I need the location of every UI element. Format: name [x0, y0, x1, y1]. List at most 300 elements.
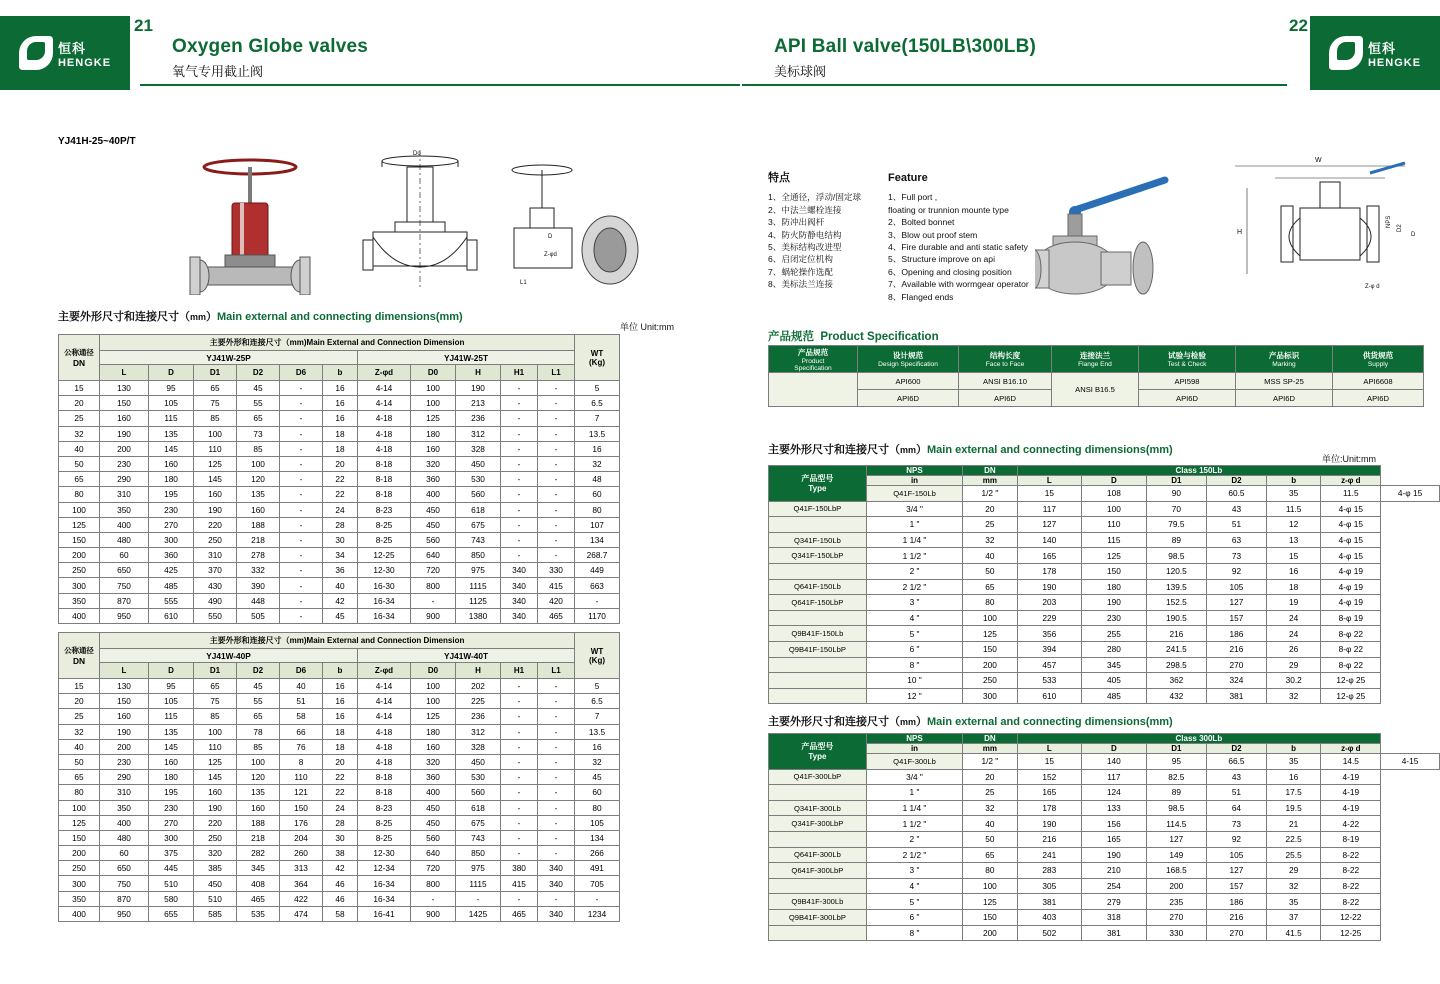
- cell: -: [280, 456, 323, 471]
- table-oxygen-globe-25: [58, 334, 620, 624]
- table-row: [59, 396, 620, 411]
- cell: 3/4 ": [866, 769, 962, 785]
- table-row: [59, 709, 620, 724]
- cell: 350: [59, 593, 100, 608]
- cell: 580: [149, 891, 194, 906]
- cell: 235: [1146, 894, 1206, 910]
- cell: 105: [149, 694, 194, 709]
- cell: 178: [1017, 563, 1082, 579]
- cell-type: Q41F-300Lb: [866, 754, 962, 770]
- cell: 850: [456, 548, 501, 563]
- cell: 200: [59, 846, 100, 861]
- cell: 73: [1207, 816, 1267, 832]
- cell: 298.5: [1146, 657, 1206, 673]
- cell: 6.5: [575, 396, 620, 411]
- globe-valve-section-drawing: [355, 145, 485, 295]
- cell: -: [538, 709, 575, 724]
- cell: 160: [100, 709, 149, 724]
- cell: 85: [237, 441, 280, 456]
- cell: 255: [1082, 626, 1147, 642]
- cell: 36: [323, 563, 358, 578]
- cell: 270: [149, 815, 194, 830]
- cell: 312: [456, 724, 501, 739]
- cell: 55: [237, 396, 280, 411]
- cell-type: Q341F-150LbP: [769, 548, 867, 564]
- features-cn: [768, 172, 873, 291]
- logo-label-cn: 恒科: [1367, 40, 1396, 56]
- table-row: [59, 679, 620, 694]
- cell: 100: [59, 502, 100, 517]
- cell: -: [280, 381, 323, 396]
- col-group-title: 主要外形和连接尺寸（mm)Main External and Connection Dimension: [100, 335, 575, 351]
- svg-text:H: H: [1237, 229, 1243, 236]
- cell: 117: [1017, 501, 1082, 517]
- feature-item-cn: 4、防火防静电结构: [768, 229, 842, 240]
- cell: 90: [1146, 486, 1206, 502]
- cell: 480: [100, 830, 149, 845]
- cell-type: [769, 878, 867, 894]
- cell: 60: [575, 785, 620, 800]
- spec-cell: API6D: [1139, 390, 1236, 407]
- cell: -: [501, 800, 538, 815]
- cell: -: [456, 891, 501, 906]
- cell: 750: [100, 876, 149, 891]
- cell: 4-φ 15: [1321, 501, 1381, 517]
- cell: 22.5: [1266, 831, 1321, 847]
- cell: 300: [149, 532, 194, 547]
- cell: 150: [100, 694, 149, 709]
- cell: 180: [411, 426, 456, 441]
- cell: 720: [411, 563, 456, 578]
- cell: 25: [59, 709, 100, 724]
- col-dn: DN: [963, 466, 1017, 476]
- cell: 21: [1266, 816, 1321, 832]
- cell: 340: [538, 876, 575, 891]
- cell: 300: [59, 578, 100, 593]
- cell: 55: [237, 694, 280, 709]
- cell: 190.5: [1146, 610, 1206, 626]
- cell: 25: [963, 785, 1017, 801]
- cell: 165: [1017, 785, 1082, 801]
- cell: 160: [411, 739, 456, 754]
- cell: -: [538, 472, 575, 487]
- cell: 186: [1207, 626, 1267, 642]
- cell: 550: [194, 608, 237, 623]
- cell: 480: [100, 532, 149, 547]
- col-b: b: [1266, 744, 1321, 754]
- cell: 236: [456, 411, 501, 426]
- cell: 65: [59, 472, 100, 487]
- feature-item-cn: 6、启闭定位机构: [768, 254, 833, 265]
- ball-valve-photo: [1035, 150, 1205, 300]
- cell: 279: [1082, 894, 1147, 910]
- cell: 180: [411, 724, 456, 739]
- cell: -: [538, 487, 575, 502]
- svg-text:NPS: NPS: [1386, 215, 1392, 228]
- cell: 250: [194, 532, 237, 547]
- cell: 150: [1082, 563, 1147, 579]
- cell: 190: [456, 381, 501, 396]
- col-D0: D0: [411, 365, 456, 381]
- col-nps: NPS: [866, 734, 962, 744]
- spec-col-header: 产品标识 Marking: [1236, 346, 1333, 373]
- cell: 340: [501, 578, 538, 593]
- unit-mm: mm: [963, 476, 1017, 486]
- cell: 560: [411, 830, 456, 845]
- cell: -: [538, 532, 575, 547]
- cell: -: [280, 426, 323, 441]
- cell: 125: [1082, 548, 1147, 564]
- col-group-title: 主要外形和连接尺寸（mm)Main External and Connection Dimension: [100, 633, 575, 649]
- subtype-left: YJ41W-40P: [100, 649, 358, 663]
- col-H1: H1: [501, 663, 538, 679]
- cell: 135: [149, 724, 194, 739]
- col-L1: L1: [538, 365, 575, 381]
- cell: 450: [194, 876, 237, 891]
- model-label: YJ41H-25~40P/T: [58, 136, 136, 147]
- cell: 127: [1207, 595, 1267, 611]
- cell: 18: [323, 724, 358, 739]
- cell: 125: [411, 709, 456, 724]
- cell: 100: [59, 800, 100, 815]
- col-z-φ d: z-φ d: [1321, 476, 1381, 486]
- col-class: Class 300Lb: [1017, 734, 1381, 744]
- cell: 65: [194, 381, 237, 396]
- table-row: [59, 426, 620, 441]
- cell: 176: [280, 815, 323, 830]
- cell: 156: [1082, 816, 1147, 832]
- cell: -: [501, 679, 538, 694]
- cell: 15: [1266, 548, 1321, 564]
- table-row: [769, 894, 1440, 910]
- cell: 230: [100, 456, 149, 471]
- cell: 457: [1017, 657, 1082, 673]
- cell: -: [538, 785, 575, 800]
- table-row: [59, 381, 620, 396]
- cell: 200: [100, 441, 149, 456]
- cell: 4-19: [1321, 785, 1381, 801]
- cell: 28: [323, 815, 358, 830]
- cell: 278: [237, 548, 280, 563]
- spec-cell: ANSI B16.10: [959, 373, 1052, 390]
- cell: 100: [963, 878, 1017, 894]
- cell: 4-14: [358, 396, 411, 411]
- cell: 8-22: [1321, 878, 1381, 894]
- table-row: [59, 532, 620, 547]
- svg-text:D2: D2: [1397, 224, 1403, 232]
- cell: 160: [100, 411, 149, 426]
- right-dimension-title-150: 主要外形尺寸和连接尺寸（mm）Main external and connecting dimensions(mm): [768, 444, 1173, 456]
- cell: 510: [194, 891, 237, 906]
- cell: 870: [100, 593, 149, 608]
- cell: 22: [323, 487, 358, 502]
- cell: 4-18: [358, 739, 411, 754]
- spec-cell-flange: ANSI B16.5: [1052, 373, 1139, 407]
- cell: -: [538, 770, 575, 785]
- title-cn-left: 氧气专用截止阀: [172, 64, 264, 79]
- cell: 50: [963, 831, 1017, 847]
- cell: 139.5: [1146, 579, 1206, 595]
- cell: 12-22: [1321, 909, 1381, 925]
- cell: 4-14: [358, 381, 411, 396]
- col-D2: D2: [237, 663, 280, 679]
- cell: 250: [963, 673, 1017, 689]
- spec-cell: API6D: [1333, 390, 1424, 407]
- col-D6: D6: [280, 365, 323, 381]
- cell-type: Q641F-150LbP: [769, 595, 867, 611]
- cell-type: Q341F-300Lb: [769, 800, 867, 816]
- page-number-right: 22: [1289, 16, 1308, 35]
- cell: -: [411, 593, 456, 608]
- cell-type: Q41F-300LbP: [769, 769, 867, 785]
- cell: 160: [194, 785, 237, 800]
- cell: 381: [1207, 688, 1267, 704]
- cell: 318: [1082, 909, 1147, 925]
- table-row: [769, 754, 1440, 770]
- cell-type: [769, 785, 867, 801]
- cell: 190: [194, 502, 237, 517]
- cell: 400: [59, 906, 100, 921]
- cell: 1 ": [866, 785, 962, 801]
- spec-header-row: [769, 346, 1424, 373]
- cell: 225: [456, 694, 501, 709]
- cell: -: [280, 411, 323, 426]
- cell: 20: [963, 501, 1017, 517]
- cell: 98.5: [1146, 800, 1206, 816]
- cell: 360: [411, 770, 456, 785]
- cell: 65: [963, 579, 1017, 595]
- spec-cell: API598: [1139, 373, 1236, 390]
- cell: 204: [280, 830, 323, 845]
- cell: 360: [411, 472, 456, 487]
- table-row: [59, 487, 620, 502]
- cell: 4-18: [358, 411, 411, 426]
- cell: 135: [149, 426, 194, 441]
- left-unit-label: 单位 Unit:mm: [620, 322, 675, 332]
- col-D1: D1: [1146, 744, 1206, 754]
- cell: 26: [1266, 641, 1321, 657]
- cell: 350: [59, 891, 100, 906]
- spec-cell: API6D: [959, 390, 1052, 407]
- cell: 98.5: [1146, 548, 1206, 564]
- cell: 2 ": [866, 563, 962, 579]
- cell: 450: [411, 502, 456, 517]
- cell: -: [280, 487, 323, 502]
- cell: 32: [59, 426, 100, 441]
- cell: 213: [456, 396, 501, 411]
- cell: 12-34: [358, 861, 411, 876]
- col-class: Class 150Lb: [1017, 466, 1381, 476]
- cell: 95: [1146, 754, 1206, 770]
- cell: -: [280, 548, 323, 563]
- unit-in: in: [866, 744, 962, 754]
- cell: 330: [538, 563, 575, 578]
- cell: 16: [575, 441, 620, 456]
- cell: 1115: [456, 876, 501, 891]
- table-row: [59, 517, 620, 532]
- cell-type: [769, 563, 867, 579]
- cell: 18: [323, 426, 358, 441]
- cell: 127: [1207, 863, 1267, 879]
- globe-valve-drawing: [170, 145, 350, 295]
- svg-text:W: W: [1315, 157, 1322, 164]
- cell: 530: [456, 770, 501, 785]
- cell: 850: [456, 846, 501, 861]
- cell: 12-30: [358, 563, 411, 578]
- spec-cell: API6608: [1333, 373, 1424, 390]
- cell: 216: [1146, 626, 1206, 642]
- feature-item-en: 7、Available with wormgear operator: [888, 279, 1029, 290]
- table-row: [769, 548, 1440, 564]
- cell: 125: [963, 626, 1017, 642]
- cell: 250: [59, 563, 100, 578]
- cell: 19: [1266, 595, 1321, 611]
- cell: 100: [411, 381, 456, 396]
- table-row: [769, 769, 1440, 785]
- cell-type: Q641F-300LbP: [769, 863, 867, 879]
- cell: -: [538, 426, 575, 441]
- cell: 200: [963, 657, 1017, 673]
- table-row: [59, 876, 620, 891]
- spec-col-header: 产品规范 Product Specification: [769, 346, 858, 373]
- cell: 6 ": [866, 641, 962, 657]
- cell: 8-18: [358, 472, 411, 487]
- cell: 8-22: [1321, 894, 1381, 910]
- cell: 405: [1082, 673, 1147, 689]
- cell: 283: [1017, 863, 1082, 879]
- cell: 12: [1266, 517, 1321, 533]
- cell: 80: [575, 800, 620, 815]
- cell: -: [538, 891, 575, 906]
- cell: 474: [280, 906, 323, 921]
- cell: 14.5: [1321, 754, 1381, 770]
- table-row: [769, 688, 1440, 704]
- cell: 15: [1017, 754, 1082, 770]
- cell: -: [538, 739, 575, 754]
- section-title-right: [742, 36, 1287, 86]
- cell: 356: [1017, 626, 1082, 642]
- cell: 125: [963, 894, 1017, 910]
- table-row: [769, 610, 1440, 626]
- cell: 266: [575, 846, 620, 861]
- cell: 80: [963, 863, 1017, 879]
- table-row: [59, 578, 620, 593]
- features-en: [888, 172, 1038, 303]
- table-row: [59, 608, 620, 623]
- cell: 115: [1082, 532, 1147, 548]
- cell-type: Q641F-150Lb: [769, 579, 867, 595]
- cell: 127: [1017, 517, 1082, 533]
- cell: -: [280, 563, 323, 578]
- cell: -: [280, 517, 323, 532]
- cell: 270: [149, 517, 194, 532]
- cell: 100: [963, 610, 1017, 626]
- cell: 46: [323, 891, 358, 906]
- cell: 415: [501, 876, 538, 891]
- spec-cell: API600: [858, 373, 959, 390]
- cell: 585: [194, 906, 237, 921]
- cell: -: [538, 502, 575, 517]
- cell: 76: [280, 739, 323, 754]
- table-row: [769, 925, 1440, 941]
- cell: 121: [280, 785, 323, 800]
- cell: -: [538, 724, 575, 739]
- cell: 40: [963, 548, 1017, 564]
- col-b: b: [323, 365, 358, 381]
- cell: 350: [100, 800, 149, 815]
- cell: 157: [1207, 878, 1267, 894]
- cell: 210: [1082, 863, 1147, 879]
- col-Z-φd: Z-φd: [358, 663, 411, 679]
- ball-valve-dimension-drawing: [1215, 148, 1430, 300]
- cell: 340: [538, 861, 575, 876]
- cell: 135: [237, 785, 280, 800]
- col-L: L: [1017, 744, 1082, 754]
- cell: 89: [1146, 532, 1206, 548]
- cell: 655: [149, 906, 194, 921]
- cell: 145: [194, 770, 237, 785]
- cell: 30.2: [1266, 673, 1321, 689]
- spec-cell: [769, 373, 858, 407]
- page-header: [0, 0, 1440, 108]
- cell: 200: [963, 925, 1017, 941]
- cell: 120: [237, 770, 280, 785]
- cell: 95: [149, 679, 194, 694]
- cell: 127: [1146, 831, 1206, 847]
- cell: 40: [59, 441, 100, 456]
- table-row: [769, 816, 1440, 832]
- spec-col-header: 结构长度 Face to Face: [959, 346, 1052, 373]
- cell: 241.5: [1146, 641, 1206, 657]
- cell: 80: [59, 785, 100, 800]
- cell: 32: [1266, 688, 1321, 704]
- cell: 345: [1082, 657, 1147, 673]
- cell: 100: [411, 679, 456, 694]
- col-H: H: [456, 663, 501, 679]
- feature-item-cn: 5、美标结构改进型: [768, 242, 842, 253]
- cell: 750: [100, 578, 149, 593]
- bv-subheader-row: [769, 476, 1440, 486]
- col-L1: L1: [538, 663, 575, 679]
- cell: 195: [149, 487, 194, 502]
- cell: 4 ": [866, 610, 962, 626]
- table-row: [59, 563, 620, 578]
- table-row: [769, 641, 1440, 657]
- cell: 8-25: [358, 532, 411, 547]
- cell: 152.5: [1146, 595, 1206, 611]
- cell: 4-18: [358, 754, 411, 769]
- cell: 560: [456, 487, 501, 502]
- cell: 385: [194, 861, 237, 876]
- cell: 110: [194, 739, 237, 754]
- cell: 18: [323, 441, 358, 456]
- cell: 1115: [456, 578, 501, 593]
- feature-item-cn: 8、美标法兰连接: [768, 279, 833, 290]
- cell: 380: [501, 861, 538, 876]
- cell: -: [501, 532, 538, 547]
- cell: 465: [501, 906, 538, 921]
- cell: 200: [59, 548, 100, 563]
- cell: 140: [1082, 754, 1147, 770]
- cell: 150: [59, 532, 100, 547]
- cell: 8-18: [358, 487, 411, 502]
- cell: 32: [59, 724, 100, 739]
- cell: 7: [575, 411, 620, 426]
- table-row: [769, 626, 1440, 642]
- cell: -: [538, 694, 575, 709]
- cell: 134: [575, 532, 620, 547]
- bv-header-row: [769, 734, 1440, 744]
